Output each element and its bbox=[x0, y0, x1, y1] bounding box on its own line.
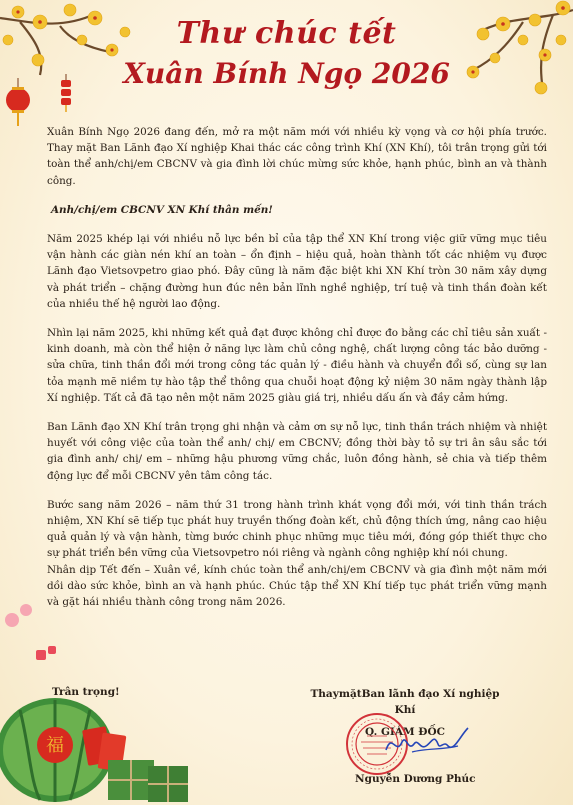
tet-food-decoration bbox=[0, 650, 300, 805]
paragraph-2025-summary: Năm 2025 khép lại với nhiều nỗ lực bền bỉ của tập thể XN Khí trong việc giữ vững mục tiêu vận hành các giàn nén khí an toàn – ổn định – hiệu quả, hoàn thành tốt các nhiệm vụ được Lãnh đạo Vietsovpetro giao phó. Đây cũng là năm đặc biệt khi XN Khí tròn 30 năm xây dựng và phát triển – chặng đường hun đúc nên bản lĩnh nghề nghiệp, trí tuệ và tinh thần đoàn kết của nhiều thế hệ người lao động. bbox=[47, 233, 547, 310]
intro-paragraph: Xuân Bính Ngọ 2026 đang đến, mở ra một năm mới với nhiều kỳ vọng và cơ hội phía trước. Thay mặt Ban Lãnh đạo Xí nghiệp Khai thác các công trình Khí (XN Khí), tôi trân trọng gửi tới toàn thể anh/chị/em CBCNV và gia đình lời chúc mừng sức khỏe, hạnh phúc, bình an và thành công. bbox=[47, 126, 547, 187]
paragraph-wishes: Nhân dịp Tết đến – Xuân về, kính chúc toàn thể anh/chị/em CBCNV và gia đình một năm mới dồi dào sức khỏe, bình an và hạnh phúc. Chúc tập thể XN Khí tiếp tục phát triển vững mạnh và gặt hái nhiều thành công trong năm 2026. bbox=[47, 563, 547, 609]
letter-title bbox=[0, 16, 573, 92]
paragraph-2026-plan: Bước sang năm 2026 – năm thứ 31 trong hành trình khát vọng đổi mới, với tinh thần trách nhiệm, XN Khí sẽ tiếp tục phát huy truyền thống đoàn kết, chủ động thích ứng, nâng cao hiệu quả quản lý và vận hành, từng bước chinh phục những mục tiêu mới, đóng góp thiết thực cho sự phát triển bền vững của Vietsovpetro nói riêng và ngành công nghiệp khí nói chung. bbox=[47, 498, 547, 560]
greeting-line: Anh/chị/em CBCNV XN Khí thân mến! bbox=[51, 203, 273, 216]
paragraph-2025-review: Nhìn lại năm 2025, khi những kết quả đạt được không chỉ được đo bằng các chỉ tiêu sản xuất - kinh doanh, mà còn thể hiện ở năng lực làm chủ công nghệ, chất lượng công tác bảo dưỡng - sửa chữa, tinh thần đổi mới trong công tác quản lý - điều hành và chuyển đổi số, cùng sự lan tỏa mạnh mẽ niềm tự hào tập thể thông qua chuỗi hoạt động kỷ niệm 30 năm ngày thành lập Xí nghiệp. Tất cả đã tạo nên một năm 2025 giàu giá trị, nhiều dấu ấn và đầy cảm hứng. bbox=[47, 327, 547, 404]
position-title: Q. GIÁM ĐỐC bbox=[365, 726, 445, 738]
title-line-1: Thư chúc tết bbox=[176, 16, 397, 51]
svg-text:福: 福 bbox=[46, 735, 64, 756]
closing-text: Trân trọng! bbox=[52, 686, 120, 698]
paragraph-gratitude: Ban Lãnh đạo XN Khí trân trọng ghi nhận và cảm ơn sự nỗ lực, tinh thần trách nhiệm và nhiệt huyết với công việc của toàn thể anh/ chị/ em CBCNV; đồng thời bày tỏ sự tri ân sâu sắc tới gia đình anh/ chị/ em – những hậu phương vững chắc, luôn đồng hành, sẻ chia và tiếp thêm động lực để mỗi CBCNV yên tâm công tác. bbox=[47, 421, 547, 482]
handwritten-signature bbox=[382, 722, 472, 762]
letter-body bbox=[47, 124, 547, 623]
title-line-2: Xuân Bính Ngọ 2026 bbox=[123, 57, 450, 90]
on-behalf-text: ThaymặtBan lãnh đạo Xí nghiệp Khí bbox=[310, 688, 500, 716]
signer-name: Nguyễn Dương Phúc bbox=[355, 773, 476, 785]
